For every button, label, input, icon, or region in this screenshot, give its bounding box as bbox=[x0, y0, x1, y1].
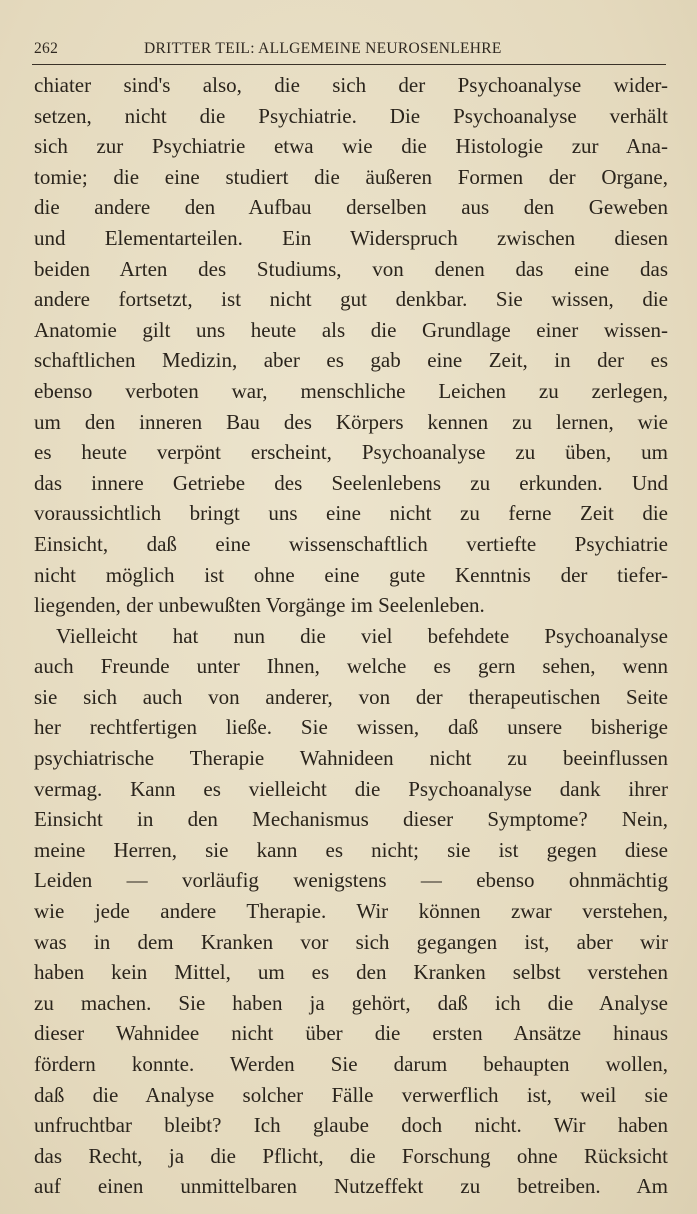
header-rule bbox=[32, 64, 666, 65]
paragraph-end-line: liegenden, der unbewußten Vorgänge im Seelenleben. bbox=[34, 593, 485, 618]
text-line: daß die Analyse solcher Fälle verwerflich ist, weil sie bbox=[34, 1082, 668, 1107]
text-line: voraussichtlich bringt uns eine nicht zu ferne Zeit die bbox=[34, 501, 668, 526]
text-line: tomie; die eine studiert die äußeren Formen der Organe, bbox=[34, 164, 668, 189]
text-line: beiden Arten des Studiums, von denen das eine das bbox=[34, 256, 668, 281]
text-line: um den inneren Bau des Körpers kennen zu lernen, wie bbox=[34, 409, 668, 434]
body-text bbox=[34, 70, 668, 1202]
text-line: chiater sind's also, die sich der Psychoanalyse wider- bbox=[34, 73, 668, 97]
text-line: haben kein Mittel, um es den Kranken selbst verstehen bbox=[34, 960, 668, 985]
text-line: wie jede andere Therapie. Wir können zwar verstehen, bbox=[34, 899, 668, 924]
text-line: Anatomie gilt uns heute als die Grundlage einer wissen- bbox=[34, 317, 668, 342]
text-line: sie sich auch von anderer, von der therapeutischen Seite bbox=[34, 684, 668, 709]
text-line: sich zur Psychiatrie etwa wie die Histologie zur Ana- bbox=[34, 134, 668, 159]
running-head bbox=[34, 40, 674, 62]
text-line: nicht möglich ist ohne eine gute Kenntnis der tiefer- bbox=[34, 562, 668, 587]
text-line: zu machen. Sie haben ja gehört, daß ich die Analyse bbox=[34, 990, 668, 1015]
page-number: 262 bbox=[34, 40, 59, 57]
text-line: dieser Wahnidee nicht über die ersten Ansätze hinaus bbox=[34, 1021, 668, 1046]
text-line: Einsicht in den Mechanismus dieser Symptome? Nein, bbox=[34, 807, 668, 832]
text-line: setzen, nicht die Psychiatrie. Die Psychoanalyse verhält bbox=[34, 103, 668, 128]
text-line: her rechtfertigen ließe. Sie wissen, daß unsere bisherige bbox=[34, 715, 668, 740]
text-line: schaftlichen Medizin, aber es gab eine Zeit, in der es bbox=[34, 348, 668, 373]
paragraph-start-line: Vielleicht hat nun die viel befehdete Psychoanalyse bbox=[56, 623, 668, 648]
text-line: und Elementarteilen. Ein Widerspruch zwischen diesen bbox=[34, 225, 668, 250]
text-line: andere fortsetzt, ist nicht gut denkbar. Sie wissen, die bbox=[34, 287, 668, 312]
text-line: die andere den Aufbau derselben aus den Geweben bbox=[34, 195, 668, 220]
text-line: Einsicht, daß eine wissenschaftlich vertiefte Psychiatrie bbox=[34, 531, 668, 556]
text-line: psychiatrische Therapie Wahnideen nicht zu beeinflussen bbox=[34, 746, 668, 771]
text-line: Leiden — vorläufig wenigstens — ebenso ohnmächtig bbox=[34, 868, 668, 893]
text-line: das Recht, ja die Pflicht, die Forschung ohne Rücksicht bbox=[34, 1143, 668, 1168]
text-line: fördern konnte. Werden Sie darum behaupten wollen, bbox=[34, 1052, 668, 1076]
text-line: es heute verpönt erscheint, Psychoanalyse zu üben, um bbox=[34, 440, 668, 465]
text-line: das innere Getriebe des Seelenlebens zu erkunden. Und bbox=[34, 470, 668, 495]
text-line: meine Herren, sie kann es nicht; sie ist gegen diese bbox=[34, 837, 668, 862]
running-title: DRITTER TEIL: ALLGEMEINE NEUROSENLEHRE bbox=[144, 40, 502, 57]
text-line: auch Freunde unter Ihnen, welche es gern sehen, wenn bbox=[34, 654, 668, 679]
text-line: was in dem Kranken vor sich gegangen ist, aber wir bbox=[34, 929, 668, 954]
text-line: vermag. Kann es vielleicht die Psychoanalyse dank ihrer bbox=[34, 776, 668, 801]
text-line: unfruchtbar bleibt? Ich glaube doch nicht. Wir haben bbox=[34, 1113, 668, 1138]
text-line: ebenso verboten war, menschliche Leichen zu zerlegen, bbox=[34, 378, 668, 403]
text-line: auf einen unmittelbaren Nutzeffekt zu betreiben. Am bbox=[34, 1174, 668, 1199]
